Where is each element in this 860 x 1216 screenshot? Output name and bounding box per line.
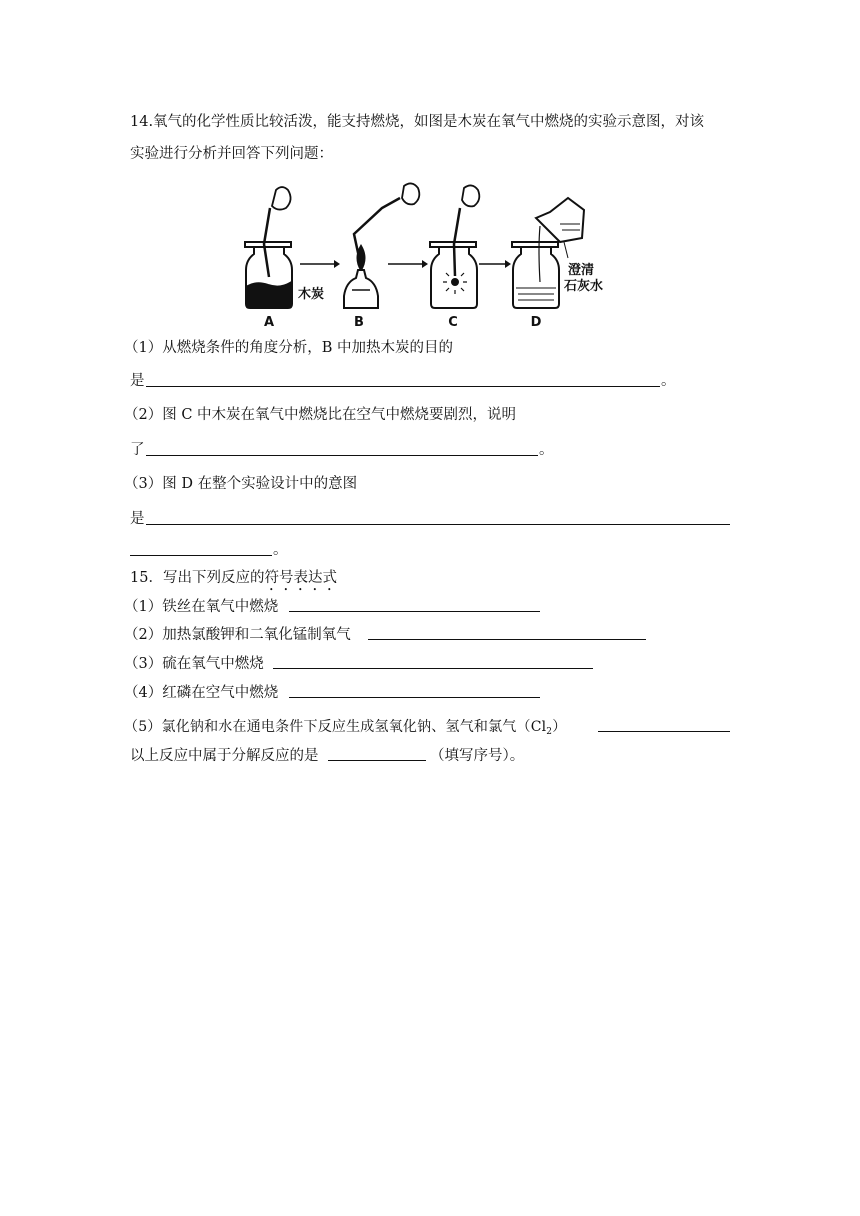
step-label-a: A [263, 315, 275, 328]
q14-intro-line2: 实验进行分析并回答下列问题： [130, 146, 333, 162]
q15-item-1: （1）铁丝在氧气中燃烧 [124, 599, 279, 615]
q14-intro-line1: 14.氧气的化学性质比较活泼，能支持燃烧，如图是木炭在氧气中燃烧的实验示意图，对该 [130, 114, 705, 130]
q14-part2-lead: 了 [130, 442, 145, 458]
q15-item-2: （2）加热氯酸钾和二氧化锰制氧气 [124, 627, 351, 643]
arrow-c-d-head [505, 260, 511, 268]
q15-last-prefix: 以上反应中属于分解反应的是 [130, 748, 319, 764]
q14-part2-answer-blank[interactable] [146, 455, 538, 456]
arrow-b-c-head [422, 260, 428, 268]
q15-decomposition-blank[interactable] [328, 760, 426, 761]
q14-part2-prompt: （2）图 C 中木炭在氧气中燃烧比在空气中燃烧要剧烈，说明 [124, 407, 517, 423]
step-label-d: D [530, 315, 542, 328]
q14-part2-end: 。 [539, 442, 554, 458]
limewater-label-2: 石灰水 [564, 279, 604, 294]
q14-part3-answer-blank-line1[interactable] [146, 524, 730, 525]
q15-item-4: （4）红磷在空气中燃烧 [124, 685, 279, 701]
q15-item-4-blank[interactable] [289, 697, 540, 698]
q14-part3-prompt: （3）图 D 在整个实验设计中的意图 [124, 476, 358, 492]
charcoal-label: 木炭 [298, 287, 325, 302]
charcoal-combustion-figure [242, 178, 612, 328]
q14-part3-answer-blank-line2[interactable] [130, 555, 272, 556]
q15-item-5-blank[interactable] [598, 731, 730, 732]
arrow-a-b-head [334, 260, 340, 268]
q15-title-emphasis: 符号表达式 [264, 570, 337, 586]
q15-title-prefix: 15．写出下列反应的 [130, 570, 265, 586]
q14-part1-answer-blank[interactable] [146, 386, 660, 387]
q14-part1-lead: 是 [130, 373, 145, 389]
q15-item-2-blank[interactable] [368, 639, 646, 640]
q14-part1-prompt: （1）从燃烧条件的角度分析，B 中加热木炭的目的 [124, 340, 453, 356]
step-label-b: B [354, 315, 364, 328]
q14-part3-lead: 是 [130, 511, 145, 527]
q15-title [130, 569, 337, 594]
q15-item-5-text: （5）氯化钠和水在通电条件下反应生成氢氧化钠、氢气和氯气（Cl [124, 719, 547, 735]
q14-part1-end: 。 [661, 373, 676, 389]
q15-item-1-blank[interactable] [289, 611, 540, 612]
q15-last-suffix: （填写序号）。 [430, 748, 525, 764]
q15-item-5-subscript: 2 [546, 727, 553, 737]
jar-a-icon [245, 187, 292, 308]
jar-c-icon [430, 185, 479, 308]
q14-part3-end: 。 [273, 542, 288, 558]
step-label-c: C [448, 315, 458, 328]
limewater-label-1: 澄清 [568, 263, 595, 278]
q15-item-5 [124, 718, 566, 741]
q15-item-3-blank[interactable] [273, 668, 593, 669]
q15-item-3: （3）硫在氧气中燃烧 [124, 656, 264, 672]
q15-item-5-close: ） [552, 719, 567, 735]
alcohol-lamp-icon [344, 183, 419, 308]
